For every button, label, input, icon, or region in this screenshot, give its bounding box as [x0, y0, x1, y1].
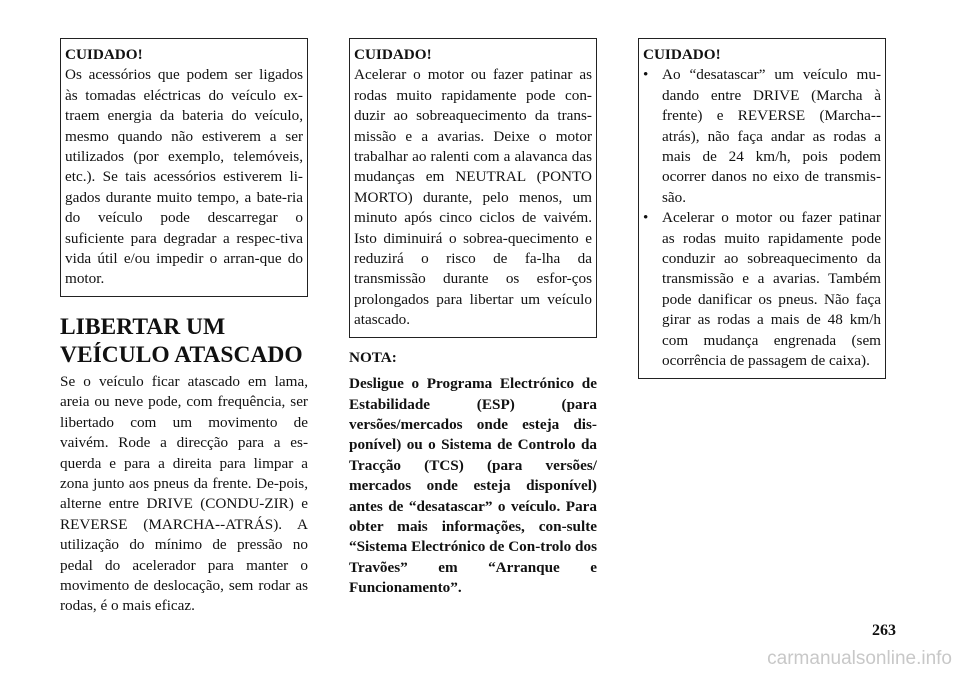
caution-bullet-list [643, 65, 881, 371]
caution-box-battery [60, 38, 308, 297]
caution-box-rocking [638, 38, 886, 379]
bullet-icon: • [643, 66, 649, 84]
caution-title: CUIDADO! [643, 46, 721, 63]
section-heading: LIBERTAR UM VEÍCULO ATASCADO [60, 313, 303, 368]
caution-text: Acelerar o motor ou fazer patinar as rodas muito rapidamente pode con-duzir ao sobreaquecimento da trans-missão e a avarias. Deixe o motor trabalhar ao ralenti com a alavanca das mudanças em NEUTRAL (PONTO MORTO) durante, pelo menos, um minuto após cinco ciclos de vaivém. Isto diminuirá o sobrea-quecimento e reduzirá o risco de fa-lha da transmissão durante os esfor-ços prolongados para libertar um veículo atascado. [354, 66, 592, 329]
caution-title: CUIDADO! [354, 46, 432, 63]
column-middle [349, 38, 597, 599]
bullet-icon: • [643, 209, 649, 227]
list-item-text: Acelerar o motor ou fazer patinar as rodas muito rapidamente pode conduzir ao sobreaquecimento da transmissão e a avarias. Também pode danificar os pneus. Não faça girar as rodas a mais de 48 km/h com mudança engrenada (sem ocorrência de passagem de caixa). [662, 209, 881, 370]
watermark: carmanualsonline.info [767, 648, 952, 669]
list-item [643, 208, 881, 371]
caution-text: Os acessórios que podem ser ligados às tomadas eléctricas do veículo ex-traem energia da bateria do veículo, mesmo quando não estiverem a ser utilizados (por exemplo, telemóveis, etc.). Se tais acessórios estiverem li-gados durante muito tempo, a bate-ria do veículo pode descarregar o suficiente para degradar a respec-tiva vida útil e/ou impedir o arran-que do motor. [65, 66, 303, 288]
list-item [643, 65, 881, 208]
section-body: Se o veículo ficar atascado em lama, areia ou neve pode, com frequência, ser libertado com um movimento de vaivém. Rode a direcção para a es-querda e para a direita para limpar a zona junto aos pneus da frente. De-pois, alterne entre DRIVE (CONDU-ZIR) e REVERSE (MARCHA--ATRÁS). A utilização do mínimo de pressão no pedal do acelerador para manter o movimento de deslocação, sem rodar as rodas, é o mais eficaz. [60, 372, 308, 615]
caution-title: CUIDADO! [65, 46, 143, 63]
list-item-text: Ao “desatascar” um veículo mu-dando entre DRIVE (Marcha à frente) e REVERSE (Marcha--atrás), não faça andar as rodas a mais de 24 km/h, pois podem ocorrer danos no eixo de transmis-são. [662, 66, 881, 206]
page-number: 263 [872, 622, 896, 639]
column-right [638, 38, 886, 379]
note-label: NOTA: [349, 348, 397, 366]
column-left [60, 38, 308, 617]
caution-box-transmission [349, 38, 597, 338]
note-text: Desligue o Programa Electrónico de Estabilidade (ESP) (para versões/mercados onde esteja dis-ponível) ou o Sistema de Controlo da Tracção (TCS) (para versões/ mercados onde esteja disponível) antes de “desatascar” o veículo. Para obter mais informações, con-sulte “Sistema Electrónico de Con-trolo dos Travões” em “Arranque e Funcionamento”. [349, 375, 597, 597]
